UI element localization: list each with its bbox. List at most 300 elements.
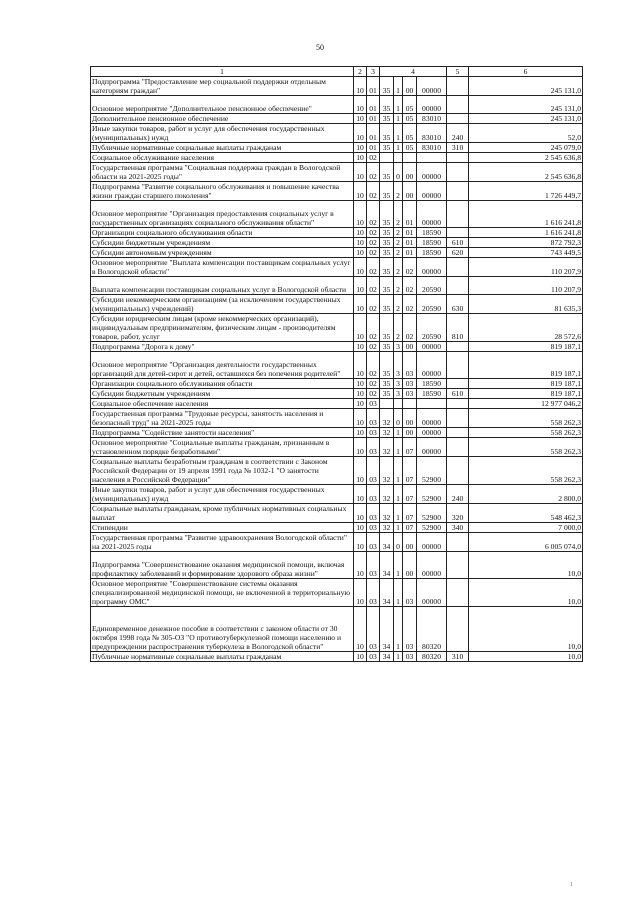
table-row xyxy=(91,114,583,124)
row-activity-cell: 03 xyxy=(403,607,417,652)
row-activity-cell: 02 xyxy=(403,258,417,277)
table-row xyxy=(91,77,583,96)
row-program-cell: 32 xyxy=(380,504,394,523)
row-amount-cell: 245 131,0 xyxy=(469,77,583,96)
table-row xyxy=(91,352,583,379)
row-name-cell: Подпрограмма "Дорога к дому" xyxy=(91,342,354,352)
table-row xyxy=(91,143,583,153)
row-name-cell: Основное мероприятие "Социальные выплаты гражданам, признанным в установленном порядке безработными" xyxy=(91,438,354,457)
row-program-cell: 35 xyxy=(380,314,394,342)
row-section-cell: 10 xyxy=(354,389,367,399)
row-activity-cell: 05 xyxy=(403,143,417,153)
row-expense-type-cell: 310 xyxy=(447,652,469,662)
header-col-name: 1 xyxy=(91,67,354,77)
row-name-cell: Подпрограмма "Предоставление мер социальной поддержки отдельным категориям граждан" xyxy=(91,77,354,96)
row-subprogram-cell: 0 xyxy=(394,163,403,182)
row-subsection-cell: 03 xyxy=(367,533,380,552)
row-section-cell: 10 xyxy=(354,579,367,607)
row-program-cell: 32 xyxy=(380,428,394,438)
row-activity-cell: 03 xyxy=(403,579,417,607)
table-row xyxy=(91,533,583,552)
row-subprogram-cell: 3 xyxy=(394,389,403,399)
row-direction-cell: 52900 xyxy=(417,523,447,533)
row-subsection-cell: 03 xyxy=(367,399,380,409)
table-row xyxy=(91,238,583,248)
row-name-cell: Социальное обеспечение населения xyxy=(91,399,354,409)
row-expense-type-cell xyxy=(447,77,469,96)
row-name-cell: Выплата компенсации поставщикам социальных услуг в Вологодской области xyxy=(91,277,354,295)
row-activity-cell: 03 xyxy=(403,652,417,662)
row-subprogram-cell: 1 xyxy=(394,579,403,607)
row-subsection-cell: 02 xyxy=(367,153,380,163)
row-program-cell xyxy=(380,399,394,409)
row-section-cell: 10 xyxy=(354,457,367,485)
row-subsection-cell: 01 xyxy=(367,96,380,114)
table-row xyxy=(91,163,583,182)
row-expense-type-cell xyxy=(447,258,469,277)
row-program-cell: 34 xyxy=(380,579,394,607)
row-subsection-cell: 02 xyxy=(367,258,380,277)
row-section-cell: 10 xyxy=(354,124,367,143)
row-direction-cell: 18590 xyxy=(417,238,447,248)
row-program-cell: 34 xyxy=(380,652,394,662)
row-activity-cell: 00 xyxy=(403,342,417,352)
row-direction-cell: 20590 xyxy=(417,277,447,295)
row-amount-cell: 1 726 449,7 xyxy=(469,182,583,201)
header-col-target-article: 4 xyxy=(380,67,447,77)
row-expense-type-cell: 810 xyxy=(447,314,469,342)
row-section-cell: 10 xyxy=(354,438,367,457)
row-program-cell: 35 xyxy=(380,238,394,248)
row-program-cell: 34 xyxy=(380,533,394,552)
row-subprogram-cell: 2 xyxy=(394,228,403,238)
row-program-cell: 32 xyxy=(380,438,394,457)
row-amount-cell: 819 187,1 xyxy=(469,389,583,399)
row-program-cell: 35 xyxy=(380,379,394,389)
row-section-cell: 10 xyxy=(354,77,367,96)
row-subprogram-cell: 2 xyxy=(394,258,403,277)
row-section-cell: 10 xyxy=(354,163,367,182)
page-mark: 1 xyxy=(570,882,573,888)
row-name-cell: Государственная программа "Развитие здравоохранения Вологодской области" на 2021-2025 годы xyxy=(91,533,354,552)
row-amount-cell: 558 262,3 xyxy=(469,409,583,428)
row-expense-type-cell xyxy=(447,457,469,485)
table-row xyxy=(91,552,583,579)
row-expense-type-cell xyxy=(447,114,469,124)
row-subsection-cell: 02 xyxy=(367,389,380,399)
table-row xyxy=(91,182,583,201)
row-subprogram-cell: 2 xyxy=(394,295,403,314)
row-expense-type-cell xyxy=(447,228,469,238)
row-name-cell: Стипендии xyxy=(91,523,354,533)
row-amount-cell: 743 449,5 xyxy=(469,248,583,258)
row-amount-cell: 548 462,3 xyxy=(469,504,583,523)
row-activity-cell: 03 xyxy=(403,389,417,399)
row-expense-type-cell xyxy=(447,96,469,114)
row-activity-cell: 07 xyxy=(403,523,417,533)
row-direction-cell: 52900 xyxy=(417,504,447,523)
row-section-cell: 10 xyxy=(354,523,367,533)
row-expense-type-cell: 310 xyxy=(447,143,469,153)
row-subsection-cell: 02 xyxy=(367,163,380,182)
table-body xyxy=(91,77,583,662)
row-subsection-cell: 03 xyxy=(367,428,380,438)
row-program-cell: 34 xyxy=(380,552,394,579)
row-amount-cell: 10,0 xyxy=(469,607,583,652)
row-subprogram-cell: 1 xyxy=(394,652,403,662)
row-expense-type-cell xyxy=(447,277,469,295)
row-subprogram-cell: 2 xyxy=(394,238,403,248)
row-expense-type-cell xyxy=(447,163,469,182)
row-section-cell: 10 xyxy=(354,485,367,504)
row-expense-type-cell: 340 xyxy=(447,523,469,533)
row-expense-type-cell xyxy=(447,182,469,201)
row-subsection-cell: 03 xyxy=(367,523,380,533)
row-name-cell: Государственная программа "Трудовые ресурсы, занятость населения и безопасный труд" на 2021-2025 годы xyxy=(91,409,354,428)
row-name-cell: Социальное обслуживание населения xyxy=(91,153,354,163)
row-direction-cell: 20590 xyxy=(417,295,447,314)
row-program-cell: 35 xyxy=(380,124,394,143)
row-activity-cell xyxy=(403,399,417,409)
row-amount-cell: 558 262,3 xyxy=(469,438,583,457)
table-row xyxy=(91,277,583,295)
row-section-cell: 10 xyxy=(354,379,367,389)
row-subprogram-cell: 1 xyxy=(394,523,403,533)
row-section-cell: 10 xyxy=(354,428,367,438)
row-activity-cell: 07 xyxy=(403,485,417,504)
row-program-cell: 35 xyxy=(380,389,394,399)
row-subsection-cell: 02 xyxy=(367,248,380,258)
row-subprogram-cell: 3 xyxy=(394,342,403,352)
header-col-subsection: 3 xyxy=(367,67,380,77)
row-subprogram-cell: 2 xyxy=(394,248,403,258)
row-amount-cell: 28 572,6 xyxy=(469,314,583,342)
row-direction-cell: 00000 xyxy=(417,77,447,96)
row-expense-type-cell xyxy=(447,342,469,352)
row-direction-cell: 00000 xyxy=(417,258,447,277)
row-program-cell: 35 xyxy=(380,277,394,295)
row-activity-cell: 01 xyxy=(403,248,417,258)
row-direction-cell: 20590 xyxy=(417,314,447,342)
row-subsection-cell: 01 xyxy=(367,114,380,124)
row-section-cell: 10 xyxy=(354,607,367,652)
row-activity-cell: 03 xyxy=(403,352,417,379)
row-name-cell: Социальные выплаты безработным гражданам в соответствии с Законом Российской Федерации от 19 апреля 1991 года № 1032-1 "О занятости населения в Российской Федерации" xyxy=(91,457,354,485)
row-direction-cell: 00000 xyxy=(417,552,447,579)
row-amount-cell: 819 187,1 xyxy=(469,342,583,352)
row-expense-type-cell: 320 xyxy=(447,504,469,523)
row-name-cell: Публичные нормативные социальные выплаты гражданам xyxy=(91,652,354,662)
row-expense-type-cell: 240 xyxy=(447,485,469,504)
row-direction-cell xyxy=(417,399,447,409)
row-activity-cell: 05 xyxy=(403,96,417,114)
table-row xyxy=(91,485,583,504)
table-row xyxy=(91,96,583,114)
row-amount-cell: 558 262,3 xyxy=(469,457,583,485)
row-activity-cell: 02 xyxy=(403,277,417,295)
row-name-cell: Социальные выплаты гражданам, кроме публичных нормативных социальных выплат xyxy=(91,504,354,523)
row-activity-cell: 00 xyxy=(403,77,417,96)
row-program-cell: 35 xyxy=(380,182,394,201)
row-name-cell: Иные закупки товаров, работ и услуг для обеспечения государственных (муниципальных) нужд xyxy=(91,485,354,504)
table-header-row xyxy=(91,67,583,77)
row-program-cell: 35 xyxy=(380,114,394,124)
row-subsection-cell: 02 xyxy=(367,295,380,314)
row-name-cell: Организации социального обслуживания области xyxy=(91,379,354,389)
row-subsection-cell: 03 xyxy=(367,438,380,457)
row-section-cell: 10 xyxy=(354,153,367,163)
row-subprogram-cell: 1 xyxy=(394,552,403,579)
row-subsection-cell: 01 xyxy=(367,143,380,153)
row-activity-cell: 00 xyxy=(403,409,417,428)
row-subprogram-cell: 1 xyxy=(394,438,403,457)
row-name-cell: Субсидии бюджетным учреждениям xyxy=(91,389,354,399)
row-section-cell: 10 xyxy=(354,533,367,552)
table-row xyxy=(91,409,583,428)
row-name-cell: Государственная программа "Социальная поддержка граждан в Вологодской области на 2021-2025 годы" xyxy=(91,163,354,182)
row-subprogram-cell: 1 xyxy=(394,485,403,504)
row-direction-cell: 00000 xyxy=(417,342,447,352)
row-section-cell: 10 xyxy=(354,409,367,428)
row-amount-cell: 819 187,1 xyxy=(469,352,583,379)
row-activity-cell: 00 xyxy=(403,163,417,182)
row-name-cell: Основное мероприятие "Дополнительное пенсионное обеспечение" xyxy=(91,96,354,114)
row-subsection-cell: 03 xyxy=(367,607,380,652)
row-activity-cell: 00 xyxy=(403,533,417,552)
row-name-cell: Субсидии юридическим лицам (кроме некоммерческих организаций), индивидуальным предпринимателям, физическим лицам - производителям товаров, работ, услуг xyxy=(91,314,354,342)
row-subsection-cell: 03 xyxy=(367,652,380,662)
row-amount-cell: 245 131,0 xyxy=(469,96,583,114)
table-row xyxy=(91,438,583,457)
row-subprogram-cell: 1 xyxy=(394,77,403,96)
table-row xyxy=(91,457,583,485)
row-subsection-cell: 03 xyxy=(367,485,380,504)
row-program-cell xyxy=(380,153,394,163)
table-row xyxy=(91,228,583,238)
row-subprogram-cell: 1 xyxy=(394,114,403,124)
row-expense-type-cell xyxy=(447,607,469,652)
row-section-cell: 10 xyxy=(354,228,367,238)
row-subsection-cell: 02 xyxy=(367,352,380,379)
row-subsection-cell: 02 xyxy=(367,182,380,201)
row-amount-cell: 819 187,1 xyxy=(469,379,583,389)
table-row xyxy=(91,153,583,163)
row-subprogram-cell: 3 xyxy=(394,352,403,379)
row-amount-cell: 110 207,9 xyxy=(469,258,583,277)
header-col-amount: 6 xyxy=(469,67,583,77)
row-direction-cell: 83010 xyxy=(417,114,447,124)
row-direction-cell xyxy=(417,153,447,163)
row-program-cell: 32 xyxy=(380,409,394,428)
row-direction-cell: 00000 xyxy=(417,409,447,428)
row-expense-type-cell xyxy=(447,409,469,428)
row-expense-type-cell xyxy=(447,379,469,389)
row-section-cell: 10 xyxy=(354,258,367,277)
row-activity-cell: 00 xyxy=(403,552,417,579)
row-subprogram-cell: 1 xyxy=(394,143,403,153)
row-activity-cell: 07 xyxy=(403,504,417,523)
row-subsection-cell: 02 xyxy=(367,238,380,248)
row-amount-cell: 110 207,9 xyxy=(469,277,583,295)
row-direction-cell: 18590 xyxy=(417,379,447,389)
table-row xyxy=(91,607,583,652)
row-expense-type-cell xyxy=(447,533,469,552)
row-program-cell: 35 xyxy=(380,352,394,379)
row-direction-cell: 52900 xyxy=(417,457,447,485)
row-subsection-cell: 02 xyxy=(367,342,380,352)
row-amount-cell: 1 616 241,8 xyxy=(469,228,583,238)
row-expense-type-cell: 620 xyxy=(447,248,469,258)
row-subsection-cell: 02 xyxy=(367,314,380,342)
row-activity-cell: 00 xyxy=(403,182,417,201)
row-name-cell: Дополнительное пенсионное обеспечение xyxy=(91,114,354,124)
row-program-cell: 35 xyxy=(380,96,394,114)
row-subprogram-cell: 0 xyxy=(394,409,403,428)
row-direction-cell: 18590 xyxy=(417,248,447,258)
row-program-cell: 32 xyxy=(380,523,394,533)
row-subprogram-cell: 1 xyxy=(394,96,403,114)
row-program-cell: 32 xyxy=(380,485,394,504)
row-expense-type-cell xyxy=(447,201,469,228)
row-activity-cell: 01 xyxy=(403,228,417,238)
row-direction-cell: 80320 xyxy=(417,607,447,652)
row-section-cell: 10 xyxy=(354,201,367,228)
row-subprogram-cell: 1 xyxy=(394,607,403,652)
row-program-cell: 34 xyxy=(380,607,394,652)
row-section-cell: 10 xyxy=(354,143,367,153)
row-subprogram-cell: 1 xyxy=(394,457,403,485)
row-direction-cell: 83010 xyxy=(417,124,447,143)
row-subprogram-cell xyxy=(394,153,403,163)
row-activity-cell: 07 xyxy=(403,438,417,457)
row-subsection-cell: 03 xyxy=(367,409,380,428)
row-section-cell: 10 xyxy=(354,182,367,201)
row-activity-cell: 02 xyxy=(403,314,417,342)
row-subsection-cell: 03 xyxy=(367,552,380,579)
row-section-cell: 10 xyxy=(354,352,367,379)
row-expense-type-cell: 610 xyxy=(447,389,469,399)
row-subsection-cell: 02 xyxy=(367,228,380,238)
table-row xyxy=(91,428,583,438)
row-name-cell: Основное мероприятие "Совершенствование системы оказания специализированной медицинской помощи, не включенной в территориальную программу ОМС" xyxy=(91,579,354,607)
row-name-cell: Субсидии некоммерческим организациям (за исключением государственных (муниципальных) учреждений) xyxy=(91,295,354,314)
row-subprogram-cell xyxy=(394,399,403,409)
row-subprogram-cell: 2 xyxy=(394,201,403,228)
row-direction-cell: 80320 xyxy=(417,652,447,662)
row-subprogram-cell: 3 xyxy=(394,379,403,389)
table-row xyxy=(91,399,583,409)
row-activity-cell xyxy=(403,153,417,163)
row-subsection-cell: 02 xyxy=(367,201,380,228)
row-amount-cell: 558 262,3 xyxy=(469,428,583,438)
row-direction-cell: 00000 xyxy=(417,428,447,438)
row-expense-type-cell xyxy=(447,399,469,409)
row-amount-cell: 1 616 241,8 xyxy=(469,201,583,228)
row-amount-cell: 12 977 046,2 xyxy=(469,399,583,409)
row-expense-type-cell xyxy=(447,428,469,438)
row-activity-cell: 02 xyxy=(403,295,417,314)
row-amount-cell: 10,0 xyxy=(469,652,583,662)
row-direction-cell: 00000 xyxy=(417,438,447,457)
row-program-cell: 35 xyxy=(380,248,394,258)
row-program-cell: 35 xyxy=(380,295,394,314)
row-activity-cell: 05 xyxy=(403,124,417,143)
row-name-cell: Подпрограмма "Совершенствование оказания медицинской помощи, включая профилактику заболеваний и формирование здорового образа жизни" xyxy=(91,552,354,579)
row-activity-cell: 00 xyxy=(403,428,417,438)
row-name-cell: Организации социального обслуживания области xyxy=(91,228,354,238)
table-row xyxy=(91,579,583,607)
row-subprogram-cell: 2 xyxy=(394,277,403,295)
row-direction-cell: 00000 xyxy=(417,163,447,182)
row-program-cell: 35 xyxy=(380,143,394,153)
budget-table xyxy=(90,66,583,662)
row-program-cell: 35 xyxy=(380,201,394,228)
row-subprogram-cell: 0 xyxy=(394,533,403,552)
row-direction-cell: 83010 xyxy=(417,143,447,153)
row-expense-type-cell xyxy=(447,153,469,163)
row-name-cell: Иные закупки товаров, работ и услуг для обеспечения государственных (муниципальных) нужд xyxy=(91,124,354,143)
row-expense-type-cell xyxy=(447,352,469,379)
row-subsection-cell: 01 xyxy=(367,124,380,143)
row-amount-cell: 245 079,0 xyxy=(469,143,583,153)
row-section-cell: 10 xyxy=(354,314,367,342)
row-section-cell: 10 xyxy=(354,504,367,523)
table-row xyxy=(91,342,583,352)
row-amount-cell: 245 131,0 xyxy=(469,114,583,124)
table-row xyxy=(91,314,583,342)
row-name-cell: Подпрограмма "Развитие социального обслуживания и повышение качества жизни граждан старшего поколения" xyxy=(91,182,354,201)
row-subsection-cell: 02 xyxy=(367,277,380,295)
row-amount-cell: 6 005 074,0 xyxy=(469,533,583,552)
row-expense-type-cell: 240 xyxy=(447,124,469,143)
row-expense-type-cell xyxy=(447,579,469,607)
row-subprogram-cell: 2 xyxy=(394,182,403,201)
row-name-cell: Основное мероприятие "Выплата компенсации поставщикам социальных услуг в Вологодской области" xyxy=(91,258,354,277)
row-program-cell: 35 xyxy=(380,163,394,182)
table-row xyxy=(91,379,583,389)
row-amount-cell: 81 635,3 xyxy=(469,295,583,314)
table-row xyxy=(91,504,583,523)
row-section-cell: 10 xyxy=(354,342,367,352)
row-subsection-cell: 02 xyxy=(367,379,380,389)
row-name-cell: Основное мероприятие "Организация деятельности государственных организаций для детей-сирот и детей, оставшихся без попечения родителей" xyxy=(91,352,354,379)
row-amount-cell: 2 545 636,8 xyxy=(469,163,583,182)
row-amount-cell: 872 792,3 xyxy=(469,238,583,248)
row-subprogram-cell: 2 xyxy=(394,314,403,342)
row-subprogram-cell: 1 xyxy=(394,124,403,143)
row-direction-cell: 52900 xyxy=(417,485,447,504)
row-direction-cell: 18590 xyxy=(417,389,447,399)
page-number: 50 xyxy=(316,43,324,52)
row-subsection-cell: 03 xyxy=(367,579,380,607)
row-program-cell: 35 xyxy=(380,342,394,352)
row-name-cell: Основное мероприятие "Организация предоставления социальных услуг в государственных организациях социального обслуживания области" xyxy=(91,201,354,228)
row-section-cell: 10 xyxy=(354,295,367,314)
row-activity-cell: 01 xyxy=(403,201,417,228)
table-row xyxy=(91,523,583,533)
row-direction-cell: 00000 xyxy=(417,579,447,607)
row-name-cell: Единовременное денежное пособие в соответствии с законом области от 30 октября 1998 года № 305-ОЗ "О противотуберкулезной помощи населению и предупреждении распространения туберкулеза в Вологодской области" xyxy=(91,607,354,652)
row-subprogram-cell: 1 xyxy=(394,428,403,438)
table-row xyxy=(91,248,583,258)
row-section-cell: 10 xyxy=(354,114,367,124)
row-expense-type-cell: 610 xyxy=(447,238,469,248)
row-activity-cell: 01 xyxy=(403,238,417,248)
row-amount-cell: 10,0 xyxy=(469,579,583,607)
row-amount-cell: 10,0 xyxy=(469,552,583,579)
row-subsection-cell: 01 xyxy=(367,77,380,96)
row-program-cell: 35 xyxy=(380,77,394,96)
